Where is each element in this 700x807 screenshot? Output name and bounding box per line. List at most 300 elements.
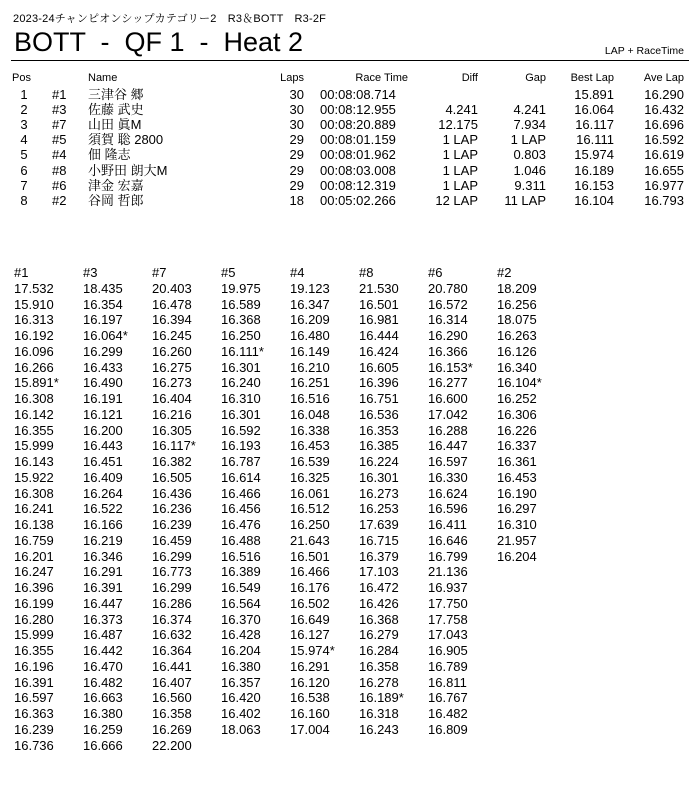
lap-time: 21.136 [428,564,468,580]
lap-time: 16.263 [497,328,537,343]
lap-time: 21.643 [290,532,330,548]
result-name: 谷岡 哲郎 [88,192,144,208]
lap-time: 16.396 [359,375,399,391]
result-best: 16.064 [574,102,614,118]
result-gap: 9.311 [514,177,546,193]
lap-time: 16.472 [359,580,399,595]
lap-time: 16.197 [83,312,123,328]
result-best: 16.104 [574,192,614,208]
lap-time: 16.256 [497,296,537,312]
lap-time: 16.478 [152,296,192,312]
lap-time: 16.193 [221,438,261,454]
lap-time: 16.346 [83,548,123,564]
lap-time: 16.236 [152,501,192,517]
lap-time: 16.773 [152,564,192,580]
lap-time: 16.245 [152,328,192,343]
lap-time: 17.103 [359,564,399,580]
result-pos: 5 [20,147,28,163]
lap-time: 16.409 [83,469,123,485]
lap-time: 16.190 [497,485,537,501]
lap-time: 16.516 [290,391,330,406]
result-gap: 4.241 [513,102,546,118]
result-name: 小野田 朗大M [88,162,168,178]
page-title: BOTT - QF 1 - Heat 2 [14,27,304,57]
lap-time: 16.632 [152,627,192,643]
lap-time: 18.063 [221,721,261,737]
result-no: #6 [52,177,67,193]
lap-time: 16.252 [497,391,537,406]
lap-column [359,265,404,738]
lap-time: 16.470 [83,658,123,674]
lap-time: 16.937 [428,580,468,595]
result-row [0,193,700,208]
lap-time: 16.385 [359,438,399,454]
lap-time: 16.396 [14,580,54,595]
lap-time: 16.411 [428,517,467,532]
lap-time: 16.201 [14,548,54,564]
result-gap: 1 LAP [510,132,546,148]
result-row [0,163,700,178]
col-race-time: Race Time [355,72,408,84]
result-race-time: 00:08:20.889 [320,117,396,133]
lap-time: 16.192 [14,328,54,343]
lap-time: 16.426 [359,595,399,611]
lap-time: 16.751 [359,391,399,406]
lap-column-kart-number: #4 [290,265,305,280]
result-ave: 16.619 [644,147,684,163]
lap-time: 16.143 [14,454,54,469]
lap-time: 16.759 [14,532,54,548]
lap-time: 16.299 [152,580,192,595]
result-gap: 1.046 [513,162,546,178]
lap-time: 16.466 [290,564,330,580]
lap-time: 16.337 [497,438,537,454]
lap-time: 16.433 [83,359,123,375]
result-laps: 29 [289,147,304,163]
result-name: 佐藤 武史 [88,102,144,118]
result-ave: 16.655 [644,162,684,178]
lap-time: 16.354 [83,296,123,312]
result-name: 津金 宏嘉 [88,177,144,193]
result-name: 佃 隆志 [88,147,131,163]
lap-time: 16.210 [290,359,330,375]
lap-time: 16.443 [83,438,123,454]
lap-time: 16.200 [83,422,123,438]
lap-column [221,265,264,738]
lap-time: 16.149 [290,343,330,359]
lap-time: 16.338 [290,422,330,438]
lap-time: 16.715 [359,532,399,548]
lap-time: 16.453 [497,469,537,485]
lap-time: 16.391 [83,580,123,595]
result-race-time: 00:05:02.266 [320,192,396,208]
lap-time: 16.614 [221,469,261,485]
lap-time: 22.200 [152,737,192,753]
lap-column-kart-number: #2 [497,265,512,280]
lap-time: 16.299 [152,548,192,564]
lap-time: 16.663 [83,690,123,706]
result-race-time: 00:08:01.962 [320,147,396,163]
lap-time: 16.280 [14,611,54,627]
result-race-time: 00:08:08.714 [320,87,396,102]
lap-time: 16.239 [14,721,54,737]
lap-column [83,265,128,753]
lap-time: 17.639 [359,517,399,532]
lap-time: 16.512 [290,501,330,517]
lap-time: 16.451 [83,454,123,469]
lap-time: 16.394 [152,312,192,328]
lap-time: 17.042 [428,406,468,422]
lap-time: 16.096 [14,343,54,359]
lap-time: 16.061 [290,485,330,501]
lap-time: 16.286 [152,595,192,611]
result-gap: 0.803 [513,147,546,163]
lap-time: 21.530 [359,280,399,296]
lap-column [290,265,335,738]
lap-time: 16.424 [359,343,399,359]
lap-time: 16.466 [221,485,261,501]
lap-time: 16.736 [14,737,54,753]
lap-column-kart-number: #7 [152,265,167,280]
lap-time: 16.299 [83,343,123,359]
result-race-time: 00:08:12.955 [320,102,396,118]
result-no: #8 [52,162,67,178]
lap-time: 16.196 [14,658,54,674]
lap-time: 16.219 [83,532,123,548]
result-name: 山田 眞M [88,117,142,133]
lap-time: 16.226 [497,422,537,438]
lap-time: 16.204 [221,643,261,658]
lap-time: 16.301 [221,406,261,422]
lap-time: 16.204 [497,548,537,564]
lap-time: 16.436 [152,485,192,501]
result-race-time: 00:08:03.008 [320,162,396,178]
lap-time: 16.325 [290,469,330,485]
lap-time: 16.600 [428,391,468,406]
result-laps: 30 [289,87,304,102]
results-header [0,72,700,85]
lap-time: 16.310 [221,391,261,406]
lap-time: 16.441 [152,658,192,674]
col-laps: Laps [280,72,304,84]
result-race-time: 00:08:12.319 [320,177,396,193]
lap-time: 16.358 [152,706,192,721]
result-best: 15.974 [574,147,614,163]
lap-time: 16.799 [428,548,468,564]
lap-time: 16.444 [359,328,399,343]
lap-time: 16.209 [290,312,330,328]
result-name: 三津谷 郷 [88,87,144,102]
col-diff: Diff [461,72,478,84]
lap-time: 16.407 [152,674,192,690]
lap-time: 16.117* [152,438,196,454]
lap-time: 16.482 [83,674,123,690]
lap-time: 16.253 [359,501,399,517]
lap-time: 16.064* [83,328,128,343]
result-diff: 4.241 [445,102,478,118]
lap-time: 16.275 [152,359,192,375]
lap-time: 21.957 [497,532,537,548]
lap-time: 16.482 [428,706,468,721]
lap-time: 16.539 [290,454,330,469]
lap-time: 16.355 [14,643,54,658]
result-diff: 1 LAP [442,177,478,193]
lap-time: 16.199 [14,595,54,611]
result-row [0,102,700,117]
lap-time: 16.560 [152,690,192,706]
lap-time: 16.459 [152,532,192,548]
lap-time: 16.373 [83,611,123,627]
lap-time: 16.605 [359,359,399,375]
lap-time: 16.290 [428,328,468,343]
lap-time: 16.291 [83,564,123,580]
lap-time: 16.428 [221,627,261,643]
lap-time: 16.366 [428,343,468,359]
result-pos: 6 [20,162,28,178]
lap-time: 16.340 [497,359,537,375]
lap-time: 17.043 [428,627,468,643]
lap-time: 16.191 [83,391,123,406]
lap-time: 16.389 [221,564,261,580]
lap-column-kart-number: #3 [83,265,98,280]
lap-time: 16.313 [14,312,54,328]
lap-time: 16.905 [428,643,468,658]
result-no: #1 [52,87,67,102]
lap-column [14,265,59,753]
lap-time: 16.111* [221,343,264,359]
lap-time: 15.910 [14,296,54,312]
lap-time: 16.502 [290,595,330,611]
title-rule [11,60,689,61]
result-pos: 7 [20,177,28,193]
lap-time: 16.264 [83,485,123,501]
lap-time: 16.104* [497,375,542,391]
result-gap: 11 LAP [504,192,546,208]
result-diff: 1 LAP [442,147,478,163]
lap-time: 16.666 [83,737,123,753]
lap-time: 16.269 [152,721,192,737]
result-best: 16.117 [575,117,614,133]
lap-time: 16.160 [290,706,330,721]
lap-time: 16.374 [152,611,192,627]
result-row [0,132,700,147]
lap-time: 16.597 [14,690,54,706]
lap-time: 16.243 [359,721,399,737]
result-laps: 29 [289,162,304,178]
lap-time: 20.403 [152,280,192,296]
lap-time: 16.597 [428,454,468,469]
col-best-lap: Best Lap [570,72,614,84]
result-diff: 1 LAP [442,162,478,178]
lap-time: 16.297 [497,501,537,517]
lap-time: 16.370 [221,611,261,627]
lap-time: 17.758 [428,611,468,627]
lap-time: 16.490 [83,375,123,391]
lap-time: 16.501 [290,548,330,564]
lap-time: 16.649 [290,611,330,627]
lap-time: 17.750 [428,595,468,611]
lap-time: 16.380 [221,658,261,674]
lap-time: 16.314 [428,312,468,328]
lap-time: 16.981 [359,312,399,328]
lap-time: 20.780 [428,280,468,296]
lap-time: 16.368 [221,312,261,328]
lap-time: 16.358 [359,658,399,674]
lap-time: 16.247 [14,564,54,580]
lap-time: 16.447 [83,595,123,611]
result-laps: 30 [289,117,304,133]
lap-time: 16.138 [14,517,54,532]
lap-time: 16.592 [221,422,261,438]
lap-time: 16.251 [290,375,330,391]
lap-time: 16.241 [14,501,54,517]
lap-time: 16.789 [428,658,468,674]
lap-time: 16.288 [428,422,468,438]
result-pos: 8 [20,192,28,208]
lap-time: 16.589 [221,296,261,312]
lap-time: 16.266 [14,359,54,375]
lap-column [152,265,196,753]
result-race-time: 00:08:01.159 [320,132,396,148]
lap-time: 16.166 [83,517,123,532]
result-laps: 29 [289,177,304,193]
result-pos: 4 [20,132,28,148]
lap-time: 16.453 [290,438,330,454]
lap-time: 16.363 [14,706,54,721]
lap-time: 16.330 [428,469,468,485]
result-no: #7 [52,117,67,133]
lap-time: 16.273 [152,375,192,391]
col-name: Name [88,72,118,84]
result-best: 16.111 [576,132,614,148]
lap-time: 16.404 [152,391,192,406]
result-laps: 18 [289,192,304,208]
result-row [0,87,700,102]
lap-time: 16.505 [152,469,192,485]
lap-time: 16.308 [14,391,54,406]
result-diff: 12.175 [438,117,478,133]
lap-time: 16.564 [221,595,261,611]
result-ave: 16.290 [644,87,684,102]
result-diff: 12 LAP [435,192,478,208]
lap-time: 16.291 [290,658,330,674]
lap-time: 16.516 [221,548,261,564]
lap-time: 16.811 [428,674,467,690]
lap-time: 16.596 [428,501,468,517]
lap-time: 16.120 [290,674,330,690]
lap-time: 16.487 [83,627,123,643]
lap-time: 16.536 [359,406,399,422]
result-no: #4 [52,147,67,163]
lap-time: 16.153* [428,359,473,375]
lap-time: 15.974* [290,643,335,658]
col-gap: Gap [525,72,546,84]
lap-column [497,265,542,564]
result-ave: 16.592 [644,132,684,148]
lap-time: 16.305 [152,422,192,438]
lap-time: 15.891* [14,375,59,391]
lap-time: 16.442 [83,643,123,658]
lap-time: 16.121 [83,406,123,422]
lap-time: 16.308 [14,485,54,501]
lap-time: 15.999 [14,438,54,454]
lap-time: 16.284 [359,643,399,658]
lap-time: 16.379 [359,548,399,564]
result-pos: 3 [20,117,28,133]
lap-time: 16.456 [221,501,261,517]
lap-column [428,265,473,738]
lap-time: 16.277 [428,375,468,391]
result-pos: 2 [20,102,28,118]
lap-time: 16.809 [428,721,468,737]
lap-time: 16.480 [290,328,330,343]
result-row [0,117,700,132]
lap-column-kart-number: #1 [14,265,29,280]
report-type-label: LAP + RaceTime [604,45,684,57]
lap-time: 19.123 [290,280,330,296]
lap-time: 16.216 [152,406,192,422]
lap-time: 16.126 [497,343,537,359]
lap-time: 16.310 [497,517,537,532]
lap-time: 16.447 [428,438,468,454]
lap-time: 16.646 [428,532,468,548]
lap-time: 16.279 [359,627,399,643]
lap-time: 16.501 [359,296,399,312]
lap-time: 16.301 [221,359,261,375]
result-laps: 29 [289,132,304,148]
lap-time: 16.189* [359,690,404,706]
result-row [0,147,700,162]
lap-time: 16.476 [221,517,261,532]
lap-time: 16.357 [221,674,261,690]
lap-time: 16.278 [359,674,399,690]
lap-time: 16.391 [14,674,54,690]
result-ave: 16.793 [644,192,684,208]
lap-time: 16.368 [359,611,399,627]
lap-time: 16.142 [14,406,54,422]
lap-time: 16.572 [428,296,468,312]
lap-time: 16.355 [14,422,54,438]
result-ave: 16.432 [644,102,684,118]
lap-time: 16.260 [152,343,192,359]
lap-time: 16.176 [290,580,330,595]
lap-time: 16.318 [359,706,399,721]
result-name: 須賀 聡 2800 [88,132,164,148]
lap-time: 16.273 [359,485,399,501]
lap-time: 16.522 [83,501,123,517]
lap-time: 16.250 [290,517,330,532]
lap-time: 16.549 [221,580,261,595]
lap-time: 16.538 [290,690,330,706]
lap-time: 17.004 [290,721,330,737]
result-gap: 7.934 [513,117,546,133]
result-best: 15.891 [574,87,614,102]
lap-time: 16.402 [221,706,261,721]
series-title: 2023-24チャンピオンシップカテゴリー2 R3＆BOTT R3-2F [13,13,327,25]
lap-time: 16.361 [497,454,537,469]
lap-time: 17.532 [14,280,54,296]
lap-time: 15.922 [14,469,54,485]
result-best: 16.153 [574,177,614,193]
lap-time: 16.259 [83,721,123,737]
lap-column-kart-number: #6 [428,265,443,280]
lap-time: 16.347 [290,296,330,312]
lap-time: 15.999 [14,627,54,643]
col-pos: Pos [12,72,31,84]
lap-time: 16.767 [428,690,468,706]
lap-time: 16.488 [221,532,261,548]
result-ave: 16.696 [644,117,684,133]
